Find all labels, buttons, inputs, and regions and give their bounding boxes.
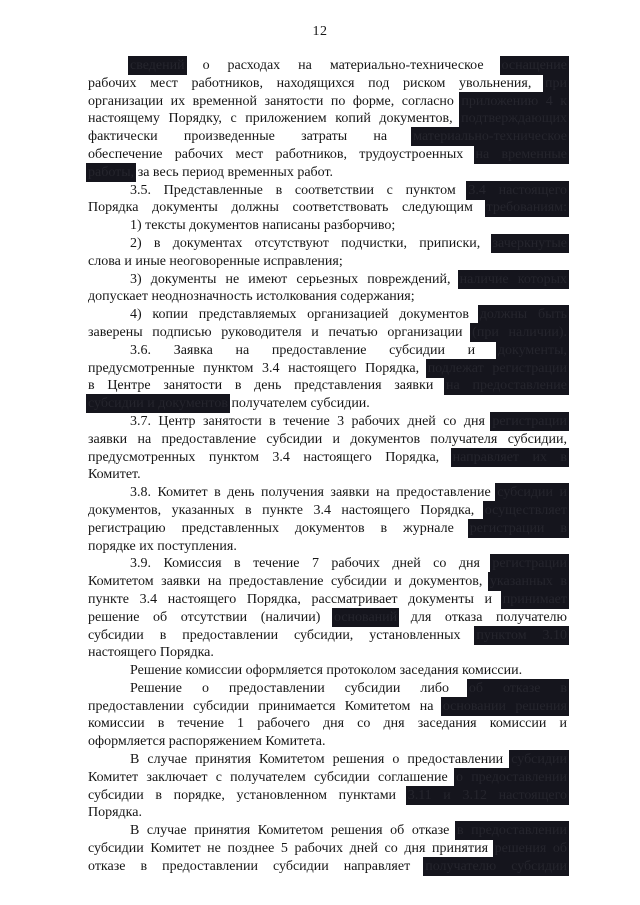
text-line [88,769,567,787]
text-segment: 3.7. Центр занятости в течение 3 рабочих дней со дня [130,413,493,429]
text-segment: о расходах на материально-техническое [184,58,502,73]
text-segment: заверены подписью руководителя и печатью организации [88,324,473,340]
text-segment: фактически произведенные затраты на [88,129,414,145]
redaction-highlight: субсидии [511,752,567,768]
text-line [88,698,567,716]
text-segment: пункте 3.4 настоящего Порядка, рассматривает документы и [88,591,503,607]
text-segment: Решение комиссии оформляется протоколом заседания комиссии. [130,663,523,679]
redaction-highlight: работы, [88,164,135,180]
redaction-highlight: субсидии и документов [88,396,228,412]
page-number: 12 [312,24,328,39]
text-segment: рабочих мест работников, находящихся под риском увольнения, [88,75,546,91]
text-line [88,235,567,253]
redaction-highlight: в предоставлении [456,823,567,839]
text-segment: Порядка. [88,805,142,821]
redaction-highlight: материально-техническое [413,129,567,145]
redaction-highlight: сведений [130,58,185,73]
text-line [88,822,567,840]
redaction-highlight: должны быть [479,307,567,323]
redaction-highlight: основании решения [442,698,567,714]
text-line [88,110,567,128]
text-segment: 4) копии представляемых организацией документов [130,307,480,323]
redaction-highlight: указанных в [489,574,567,590]
text-segment: субсидии в порядке, установленном пунктами [88,787,408,803]
text-segment: отказе в предоставлении субсидии направляет [88,858,426,874]
text-line [88,271,567,289]
text-line [88,306,567,324]
text-segment: регистрацию представленных документов в журнале [88,520,470,536]
text-line [88,591,567,609]
redaction-highlight: подтверждающих [461,111,567,127]
text-segment: субсидии Комитет не позднее 5 рабочих дней со дня принятия [88,841,495,857]
redaction-highlight: подлежат регистрации [427,360,567,376]
redaction-highlight: решения об [494,841,567,857]
text-segment: обеспечение рабочих мест работников, трудоустроенных [88,146,476,162]
redaction-highlight: осуществляет [484,502,567,518]
text-line [88,146,567,164]
redaction-highlight: приложению 4 к [461,93,567,109]
text-segment: комиссии в течение 1 рабочего дня со дня заседания комиссии и [88,716,567,732]
redaction-highlight: требованиям: [486,200,567,216]
redaction-highlight: получателю субсидии [425,858,567,874]
text-segment: В случае принятия Комитетом решения о предоставлении [130,752,512,768]
text-line [88,360,567,378]
text-segment: 3) документы не имеют серьезных повреждений, [130,271,460,287]
text-line [88,431,567,449]
redaction-highlight: направляет их в [452,449,568,465]
text-segment: 3.8. Комитет в день получения заявки на предоставление [130,485,498,501]
redaction-highlight: 3.11 и 3.12 настоящего [407,787,567,803]
redaction-highlight: о предоставлении [455,769,567,785]
text-segment: за весь период временных работ. [134,164,334,180]
text-line [88,324,567,342]
text-segment: Комитет заключает с получателем субсидии соглашение [88,769,456,785]
text-line [88,484,567,502]
text-line [88,128,567,146]
text-segment: 3.5. Представленные в соответствии с пунктом [130,182,469,198]
redaction-highlight: регистрации [492,556,567,572]
text-segment: организации их временной занятости по форме, согласно [88,93,462,109]
redaction-highlight: оснащение [501,58,567,73]
text-line [88,733,567,751]
redaction-highlight: оснований [333,609,398,625]
text-line [88,502,567,520]
text-line [88,662,567,680]
text-line [88,288,567,306]
text-line [88,609,567,627]
text-segment: В случае принятия Комитетом решения об отказе [130,823,457,839]
text-line [88,395,567,413]
text-segment: настоящему Порядку, с приложением копий документов, [88,111,462,127]
document-body [88,57,567,876]
text-segment: настоящего Порядка. [88,645,214,661]
redaction-highlight: 3.4 настоящего [468,182,567,198]
redaction-highlight: принимает [502,591,567,607]
text-line [88,199,567,217]
text-segment: заявки на предоставление субсидии и документов получателя субсидии, [88,431,567,447]
redaction-highlight: пунктом 3.10 [476,627,567,643]
redaction-highlight: субсидии и [497,485,567,501]
text-line [88,377,567,395]
text-segment: Комитет. [88,467,141,483]
redaction-highlight: при [545,75,567,91]
text-line [88,787,567,805]
redaction-highlight: на временные [475,146,567,162]
text-line [88,644,567,662]
redaction-highlight: (при наличии). [472,324,567,340]
text-line [88,75,567,93]
text-line [88,804,567,822]
text-segment: порядке их поступления. [88,538,237,554]
text-segment: оформляется распоряжением Комитета. [88,734,326,750]
text-line [88,413,567,431]
text-segment: предоставлении субсидии принимается Комитетом на [88,698,443,714]
text-line [88,538,567,556]
text-segment: предусмотренных пунктом 3.4 настоящего Порядка, [88,449,453,465]
text-segment: 3.9. Комиссия в течение 7 рабочих дней со дня [130,556,493,572]
text-line [88,858,567,876]
text-line [88,520,567,538]
text-segment: документов, указанных в пункте 3.4 настоящего Порядка, [88,502,485,518]
text-line [88,751,567,769]
text-line [88,573,567,591]
text-segment: Порядка документы должны соответствовать следующим [88,200,487,216]
text-line [88,57,567,75]
redaction-highlight: наличие которых [459,271,567,287]
text-line [88,93,567,111]
redaction-highlight: документы, [497,342,567,358]
text-segment: Решение о предоставлении субсидии либо [130,680,469,696]
text-segment: предусмотренные пунктом 3.4 настоящего Порядка, [88,360,428,376]
text-segment: решение об отсутствии (наличии) [88,609,334,625]
text-line [88,449,567,467]
text-line [88,627,567,645]
text-line [88,182,567,200]
text-segment: субсидии в предоставлении субсидии, установленных [88,627,477,643]
text-segment: для отказа получателю [397,609,567,625]
text-segment: 2) в документах отсутствуют подчистки, приписки, [130,235,493,251]
text-line [88,342,567,360]
text-segment: в Центре занятости в день представления заявки [88,378,447,394]
text-segment: получателем субсидии. [227,396,370,412]
text-segment: допускает неоднозначность истолкования содержания; [88,289,415,305]
redaction-highlight: регистрации [492,413,567,429]
redaction-highlight: регистрации в [469,520,567,536]
text-segment: Комитетом заявки на предоставление субсидии и документов, [88,574,490,590]
text-line [88,555,567,573]
text-line [88,217,567,235]
text-segment: 1) тексты документов написаны разборчиво; [130,218,396,234]
text-line [88,253,567,271]
text-line [88,466,567,484]
text-line [88,164,567,182]
text-segment: слова и иные неоговоренные исправления; [88,253,343,269]
text-line [88,680,567,698]
text-line [88,715,567,733]
text-line [88,840,567,858]
redaction-highlight: на предоставление [446,378,567,394]
text-segment: 3.6. Заявка на предоставление субсидии и [130,342,498,358]
redaction-highlight: об отказе в [468,680,568,696]
redaction-highlight: зачеркнутые [492,235,567,251]
